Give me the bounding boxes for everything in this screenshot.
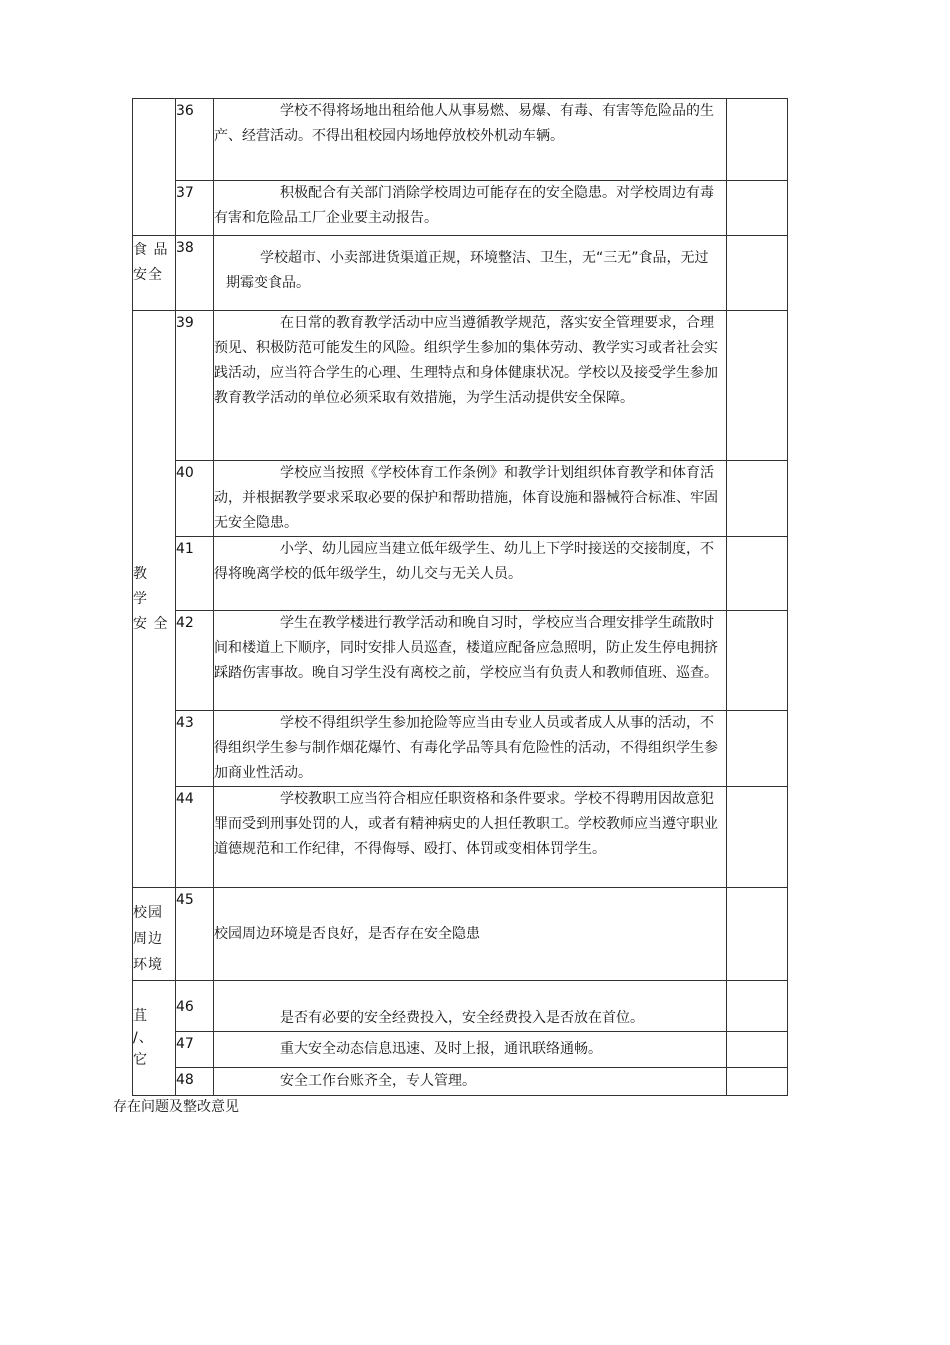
- result-cell: [727, 537, 788, 611]
- table-row: [133, 181, 788, 236]
- table-row: [133, 888, 788, 981]
- result-cell: [727, 1032, 788, 1068]
- category-food-safety: 食 品安全: [133, 236, 176, 311]
- item-content: [214, 181, 727, 236]
- result-cell: [727, 787, 788, 888]
- result-cell: [727, 611, 788, 711]
- category-teaching-safety: [133, 311, 176, 888]
- item-text: 在日常的教育教学活动中应当遵循教学规范，落实安全管理要求，合理预见、积极防范可能发生的风险。组织学生参加的集体劳动、教学实习或者社会实践活动，应当符合学生的心理、生理特点和身体健康状况。学校以及接受学生参加教育教学活动的单位必须采取有效措施，为学生活动提供安全保障。: [214, 315, 718, 406]
- item-number: 46: [176, 981, 214, 1032]
- category-other: [133, 981, 176, 1096]
- result-cell: [727, 981, 788, 1032]
- item-text: 学校超市、小卖部进货渠道正规，环境整洁、卫生，无“三无”食品，无过期霉变食品。: [226, 250, 709, 291]
- item-number: 37: [176, 181, 214, 236]
- item-number: 36: [176, 99, 214, 181]
- item-text: 学校教职工应当符合相应任职资格和条件要求。学校不得聘用因故意犯罪而受到刑事处罚的人，或者有精神病史的人担任教职工。学校教师应当遵守职业道德规范和工作纪律，不得侮辱、殴打、体罚或变相体罚学生。: [214, 791, 718, 857]
- category-campus-surroundings: 校园周边环境: [133, 888, 176, 981]
- result-cell: [727, 461, 788, 537]
- item-text: 是否有必要的安全经费投入，安全经费投入是否放在首位。: [280, 1010, 644, 1026]
- category-cell-blank: [133, 99, 176, 236]
- table-row: [133, 711, 788, 787]
- item-content: [214, 787, 727, 888]
- item-number: 40: [176, 461, 214, 537]
- item-text: 学校不得组织学生参加抢险等应当由专业人员或者成人从事的活动，不得组织学生参与制作烟花爆竹、有毒化学品等具有危险性的活动，不得组织学生参加商业性活动。: [214, 715, 718, 781]
- category-line: 它: [133, 1052, 148, 1068]
- item-content: [214, 1032, 727, 1068]
- item-content: [214, 236, 727, 311]
- category-line: 安 全: [133, 615, 169, 632]
- result-cell: [727, 236, 788, 311]
- item-text: 学校不得将场地出租给他人从事易燃、易爆、有毒、有害等危险品的生产、经营活动。不得出租校园内场地停放校外机动车辆。: [214, 103, 714, 144]
- category-line: 学: [133, 590, 148, 607]
- item-number: 38: [176, 236, 214, 311]
- item-content: [214, 611, 727, 711]
- result-cell: [727, 311, 788, 461]
- item-number: 45: [176, 888, 214, 981]
- item-text: 重大安全动态信息迅速、及时上报，通讯联络通畅。: [280, 1041, 602, 1057]
- table-row: [133, 1032, 788, 1068]
- item-content: [214, 711, 727, 787]
- item-text: 安全工作台账齐全，专人管理。: [280, 1073, 476, 1089]
- table-row: [133, 461, 788, 537]
- item-number: 42: [176, 611, 214, 711]
- result-cell: [727, 181, 788, 236]
- result-cell: [727, 99, 788, 181]
- result-cell: [727, 1068, 788, 1096]
- category-line: /、: [133, 1030, 154, 1046]
- table-row: [133, 787, 788, 888]
- issues-and-rectification-label: 存在问题及整改意见: [113, 1099, 239, 1115]
- result-cell: [727, 888, 788, 981]
- item-number: 44: [176, 787, 214, 888]
- item-text: 学生在教学楼进行教学活动和晚自习时，学校应当合理安排学生疏散时间和楼道上下顺序，同时安排人员巡查，楼道应配备应急照明，防止发生停电拥挤踩踏伤害事故。晚自习学生没有离校之前，学校应当有负责人和教师值班、巡查。: [214, 615, 718, 681]
- item-content: [214, 99, 727, 181]
- item-number: 43: [176, 711, 214, 787]
- table-row: [133, 981, 788, 1032]
- table-row: [133, 311, 788, 461]
- safety-checklist-table: [132, 98, 788, 1096]
- item-content: [214, 537, 727, 611]
- item-number: 48: [176, 1068, 214, 1096]
- category-line: 教: [133, 565, 148, 582]
- table-row: [133, 99, 788, 181]
- item-number: 47: [176, 1032, 214, 1068]
- item-number: 41: [176, 537, 214, 611]
- table-row: [133, 236, 788, 311]
- category-line: 苴: [133, 1008, 148, 1024]
- item-content: [214, 1068, 727, 1096]
- table-row: [133, 537, 788, 611]
- result-cell: [727, 711, 788, 787]
- table-row: [133, 1068, 788, 1096]
- item-text: 小学、幼儿园应当建立低年级学生、幼儿上下学时接送的交接制度，不得将晚离学校的低年级学生，幼儿交与无关人员。: [214, 541, 714, 582]
- item-text: 学校应当按照《学校体育工作条例》和教学计划组织体育教学和体育活动，并根据教学要求采取必要的保护和帮助措施，体育设施和器械符合标准、牢固无安全隐患。: [214, 465, 718, 531]
- table-row: [133, 611, 788, 711]
- item-text: 校园周边环境是否良好，是否存在安全隐患: [214, 925, 480, 942]
- item-number: 39: [176, 311, 214, 461]
- item-content: [214, 981, 727, 1032]
- item-text: 积极配合有关部门消除学校周边可能存在的安全隐患。对学校周边有毒有害和危险品工厂企业要主动报告。: [214, 185, 714, 226]
- item-content: [214, 311, 727, 461]
- item-content: [214, 461, 727, 537]
- item-content: [214, 888, 727, 981]
